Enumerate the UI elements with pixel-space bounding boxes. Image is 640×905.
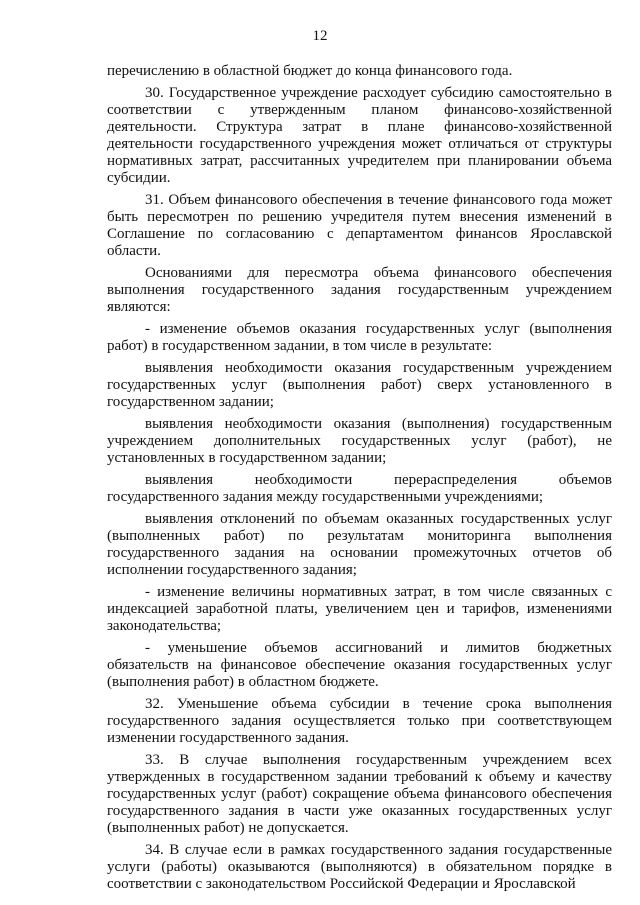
paragraph-item-30: 30. Государственное учреждение расходует субсидию самостоятельно в соответствии с утвержденным планом финансово-хозяйственной деятельности. Структура затрат в плане финансово-хозяйственной деятельности государственного учреждения может отличаться от структуры нормативных затрат, рассчитанных учредителем при планировании объема субсидии.: [107, 85, 612, 186]
paragraph-need-extra-services: выявления необходимости оказания государственным учреждением государственных услуг (выполнения работ) сверх установленного в государственном задании;: [107, 360, 612, 410]
paragraph-normative-costs-change: - изменение величины нормативных затрат, в том числе связанных с индексацией заработной платы, увеличением цен и тарифов, изменениями законодательства;: [107, 584, 612, 634]
paragraph-item-33: 33. В случае выполнения государственным учреждением всех утвержденных в государственном задании требований к объему и качеству государственных услуг (работ) сокращение объема финансового обеспечения государственного задания в части уже оказанных государственных услуг (выполненных работ) не допускается.: [107, 752, 612, 836]
paragraph-item-31: 31. Объем финансового обеспечения в течение финансового года может быть пересмотрен по решению учредителя путем внесения изменений в Соглашение по согласованию с департаментом финансов Ярославской области.: [107, 192, 612, 259]
paragraph-redistribution: выявления необходимости перераспределения объемов государственного задания между государственными учреждениями;: [107, 472, 612, 505]
paragraph-allocations-reduction: - уменьшение объемов ассигнований и лимитов бюджетных обязательств на финансовое обеспечение оказания государственных услуг (выполнения работ) в областном бюджете.: [107, 640, 612, 690]
paragraph-continuation: перечислению в областной бюджет до конца финансового года.: [107, 63, 513, 79]
page-number: 12: [312, 28, 328, 44]
paragraph-item-32: 32. Уменьшение объема субсидии в течение срока выполнения государственного задания осуществляется только при соответствующем изменении государственного задания.: [107, 696, 612, 746]
paragraph-need-additional-services: выявления необходимости оказания (выполнения) государственным учреждением дополнительных государственных услуг (работ), не установленных в государственном задании;: [107, 416, 612, 466]
paragraph-volume-change: - изменение объемов оказания государственных услуг (выполнения работ) в государственном задании, в том числе в результате:: [107, 321, 612, 354]
paragraph-item-34: 34. В случае если в рамках государственного задания государственные услуги (работы) оказываются (выполняются) в обязательном порядке в соответствии с законодательством Российской Федерации и Ярославской: [107, 842, 612, 892]
paragraph-grounds-intro: Основаниями для пересмотра объема финансового обеспечения выполнения государственного задания государственным учреждением являются:: [107, 265, 612, 315]
document-body: [107, 63, 612, 893]
paragraph-deviations: выявления отклонений по объемам оказанных государственных услуг (выполненных работ) по результатам мониторинга выполнения государственного задания на основании промежуточных отчетов об исполнении государственного задания;: [107, 511, 612, 578]
